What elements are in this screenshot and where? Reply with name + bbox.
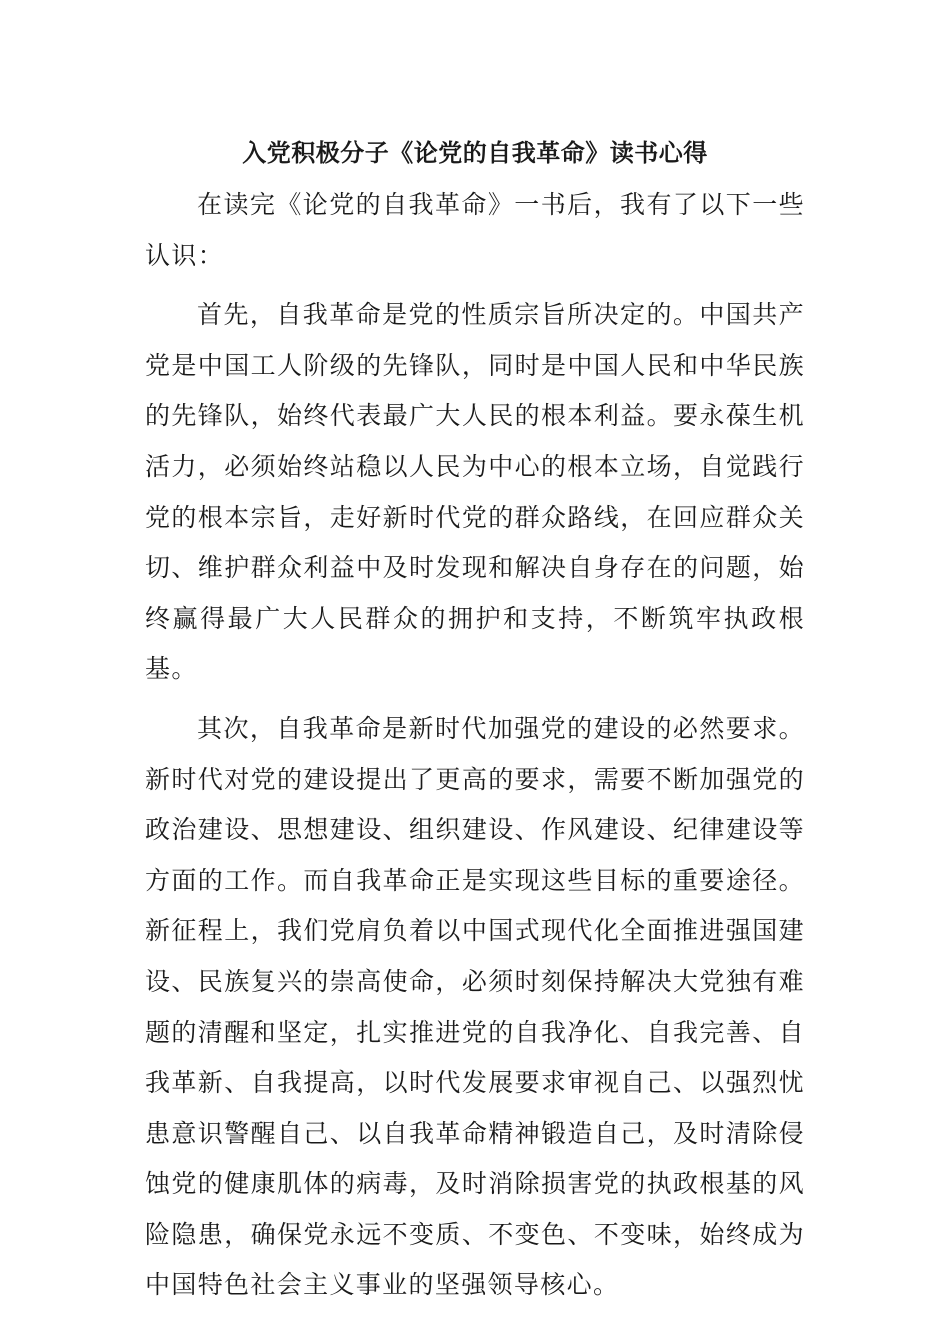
- paragraph-second-point: 其次，自我革命是新时代加强党的建设的必然要求。新时代对党的建设提出了更高的要求，需要不断加强党的政治建设、思想建设、组织建设、作风建设、纪律建设等方面的工作。而自我革命正是实现这些目标的重要途径。新征程上，我们党肩负着以中国式现代化全面推进强国建设、民族复兴的崇高使命，必须时刻保持解决大党独有难题的清醒和坚定，扎实推进党的自我净化、自我完善、自我革新、自我提高，以时代发展要求审视自己、以强烈忧患意识警醒自己、以自我革命精神锻造自己，及时清除侵蚀党的健康肌体的病毒，及时消除损害党的执政根基的风险隐患，确保党永远不变质、不变色、不变味，始终成为中国特色社会主义事业的坚强领导核心。: [145, 713, 805, 1300]
- document-page: [145, 134, 805, 1311]
- paragraph-first-point: 首先，自我革命是党的性质宗旨所决定的。中国共产党是中国工人阶级的先锋队，同时是中国人民和中华民族的先锋队，始终代表最广大人民的根本利益。要永葆生机活力，必须始终站稳以人民为中心的根本立场，自觉践行党的根本宗旨，走好新时代党的群众路线，在回应群众关切、维护群众利益中及时发现和解决自身存在的问题，始终赢得最广大人民群众的拥护和支持，不断筑牢执政根基。: [145, 300, 805, 684]
- document-title: 入党积极分子《论党的自我革命》读书心得: [242, 138, 708, 167]
- paragraph-intro: 在读完《论党的自我革命》一书后，我有了以下一些认识：: [145, 190, 805, 270]
